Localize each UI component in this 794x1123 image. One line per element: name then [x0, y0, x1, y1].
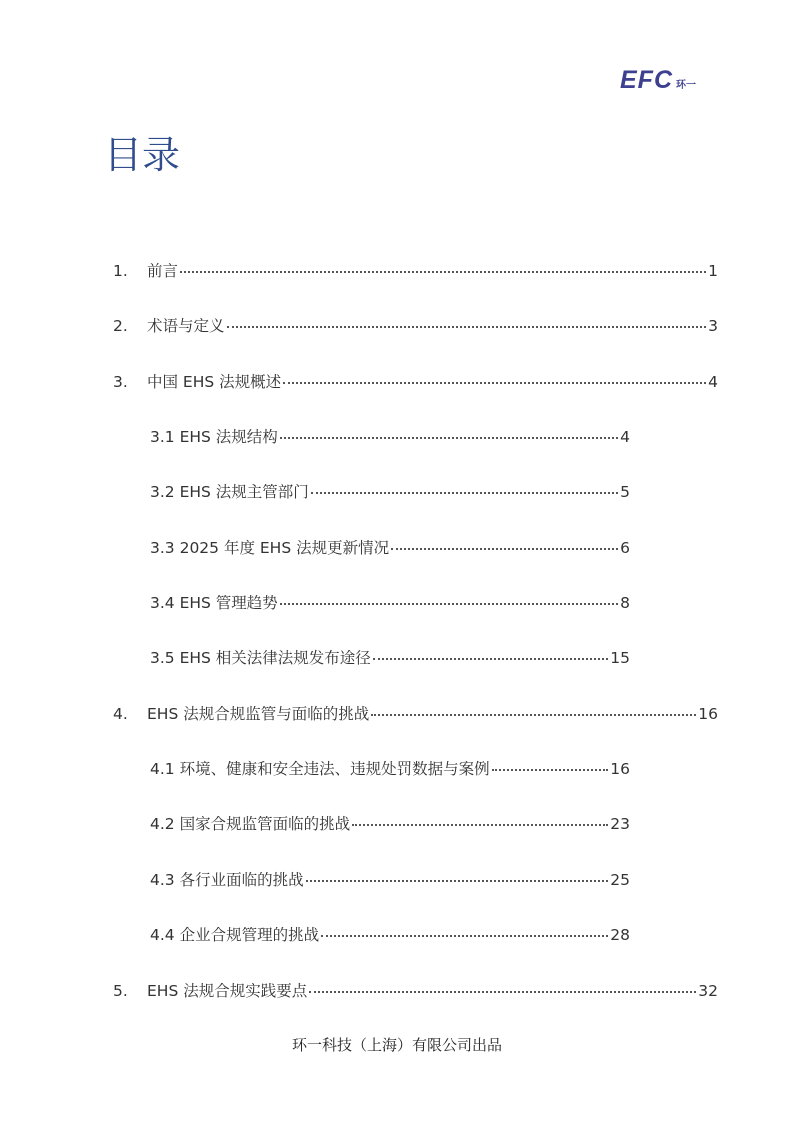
toc-entry-page: 3: [708, 317, 718, 335]
toc-entry-page: 15: [610, 649, 630, 667]
toc-entry-page: 4: [620, 428, 630, 446]
toc-subentry[interactable]: [150, 757, 630, 781]
toc-leader-dots: [309, 991, 696, 993]
toc-entry-page: 8: [620, 594, 630, 612]
toc-leader-dots: [391, 548, 618, 550]
toc-subentry[interactable]: [150, 923, 630, 947]
toc-entry-label: 3.2 EHS 法规主管部门: [150, 483, 309, 501]
toc-entry-number: 2.: [113, 317, 128, 335]
toc-subentry[interactable]: [150, 480, 630, 504]
toc-entry-label: 3.5 EHS 相关法律法规发布途径: [150, 649, 371, 667]
toc-subentry[interactable]: [150, 536, 630, 560]
toc-leader-dots: [492, 769, 609, 771]
toc-leader-dots: [373, 658, 608, 660]
toc-entry-label: 4.2 国家合规监管面临的挑战: [150, 815, 351, 833]
toc-leader-dots: [280, 603, 618, 605]
toc-entry-number: 5.: [113, 982, 128, 1000]
toc-leader-dots: [180, 271, 706, 273]
toc-leader-dots: [311, 492, 618, 494]
toc-leader-dots: [280, 437, 618, 439]
toc-entry-page: 23: [610, 815, 630, 833]
logo-mark: EFC: [620, 66, 673, 94]
toc-leader-dots: [352, 824, 608, 826]
logo-text: 环一: [676, 80, 696, 91]
toc-leader-dots: [283, 382, 706, 384]
toc-subentry[interactable]: [150, 812, 630, 836]
toc-leader-dots: [371, 714, 696, 716]
toc-entry-label: 3.1 EHS 法规结构: [150, 428, 278, 446]
toc-leader-dots: [227, 326, 707, 328]
toc-entry[interactable]: [113, 979, 718, 1003]
publisher-footer: 环一科技（上海）有限公司出品: [291, 1036, 502, 1054]
toc-entry-label: 3.3 2025 年度 EHS 法规更新情况: [150, 539, 390, 557]
toc-entry-page: 16: [610, 760, 630, 778]
toc-entry-label: 中国 EHS 法规概述: [147, 373, 282, 391]
toc-entry-label: 4.4 企业合规管理的挑战: [150, 926, 320, 944]
toc-subentry[interactable]: [150, 425, 630, 449]
toc-entry[interactable]: [113, 370, 718, 394]
toc-entry-label: 前言: [147, 262, 179, 280]
toc-entry-page: 5: [620, 483, 630, 501]
page-title: 目录: [104, 133, 181, 177]
toc-entry-label: EHS 法规合规监管与面临的挑战: [147, 705, 370, 723]
toc-entry-page: 1: [708, 262, 718, 280]
toc-entry-label: 4.3 各行业面临的挑战: [150, 871, 304, 889]
toc-entry-page: 32: [698, 982, 718, 1000]
toc-subentry[interactable]: [150, 646, 630, 670]
toc-entry-number: 4.: [113, 705, 128, 723]
toc-entry-page: 25: [610, 871, 630, 889]
toc-entry-label: 4.1 环境、健康和安全违法、违规处罚数据与案例: [150, 760, 490, 778]
toc-entry-label: 3.4 EHS 管理趋势: [150, 594, 278, 612]
toc-entry-page: 4: [708, 373, 718, 391]
toc-entry-page: 6: [620, 539, 630, 557]
toc-entry-page: 28: [610, 926, 630, 944]
toc-subentry[interactable]: [150, 868, 630, 892]
toc-leader-dots: [306, 880, 609, 882]
toc-entry[interactable]: [113, 259, 718, 283]
toc-entry-number: 1.: [113, 262, 128, 280]
toc-leader-dots: [321, 935, 608, 937]
toc-subentry[interactable]: [150, 591, 630, 615]
toc-entry[interactable]: [113, 314, 718, 338]
toc-entry-label: 术语与定义: [147, 317, 225, 335]
toc-entry[interactable]: [113, 702, 718, 726]
toc-entry-number: 3.: [113, 373, 128, 391]
toc-entry-label: EHS 法规合规实践要点: [147, 982, 308, 1000]
toc-entry-page: 16: [698, 705, 718, 723]
